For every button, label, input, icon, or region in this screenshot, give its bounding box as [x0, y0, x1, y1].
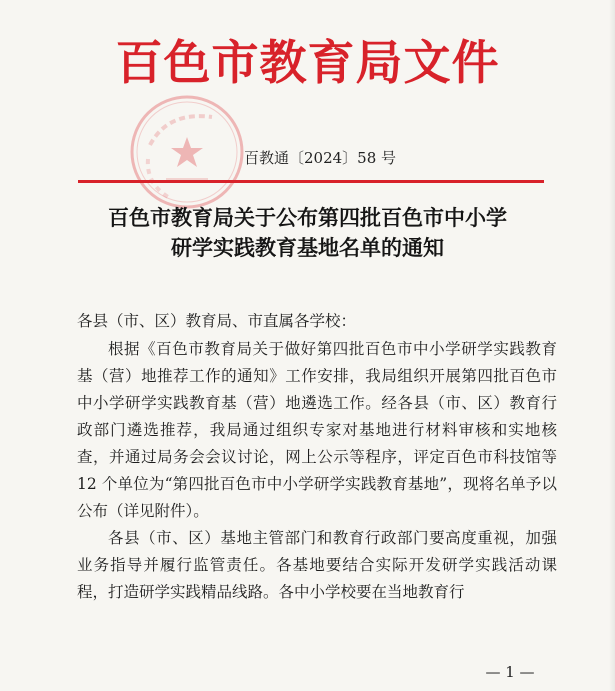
issuing-authority-title: 百色市教育局文件: [115, 36, 500, 91]
document-number: 百教通〔2024〕58 号: [243, 149, 397, 167]
notice-title-line-2: 研学实践教育基地名单的通知: [171, 235, 444, 260]
notice-title-line-1: 百色市教育局关于公布第四批百色市中小学: [108, 205, 507, 230]
page-edge-shadow: [609, 0, 615, 691]
body-paragraph-1: 根据《百色市教育局关于做好第四批百色市中小学研学实践教育基（营）地推荐工作的通知》工作安排，我局组织开展第四批百色市中小学研学实践教育基（营）地遴选工作。经各县（市、区）教育行政部门遴选推荐，我局通过组织专家对基地进行材料审核和实地核查，并通过局务会会议讨论，网上公示等程序，评定百色市科技馆等 12 个单位为“第四批百色市中小学研学实践教育基地”，现将名单予以公布（详见附件）。: [77, 340, 557, 520]
body-paragraph-2: 各县（市、区）基地主管部门和教育行政部门要高度重视，加强业务指导并履行监管责任。各基地要结合实际开发研学实践活动课程，打造研学实践精品线路。各中小学校要在当地教育行: [77, 529, 557, 601]
notice-title: [0, 203, 615, 263]
page-number: — 1 —: [485, 663, 535, 681]
notice-body: [77, 308, 557, 606]
salutation: 各县（市、区）教育局、市直属各学校：: [77, 312, 357, 330]
red-divider-line: [78, 180, 544, 183]
